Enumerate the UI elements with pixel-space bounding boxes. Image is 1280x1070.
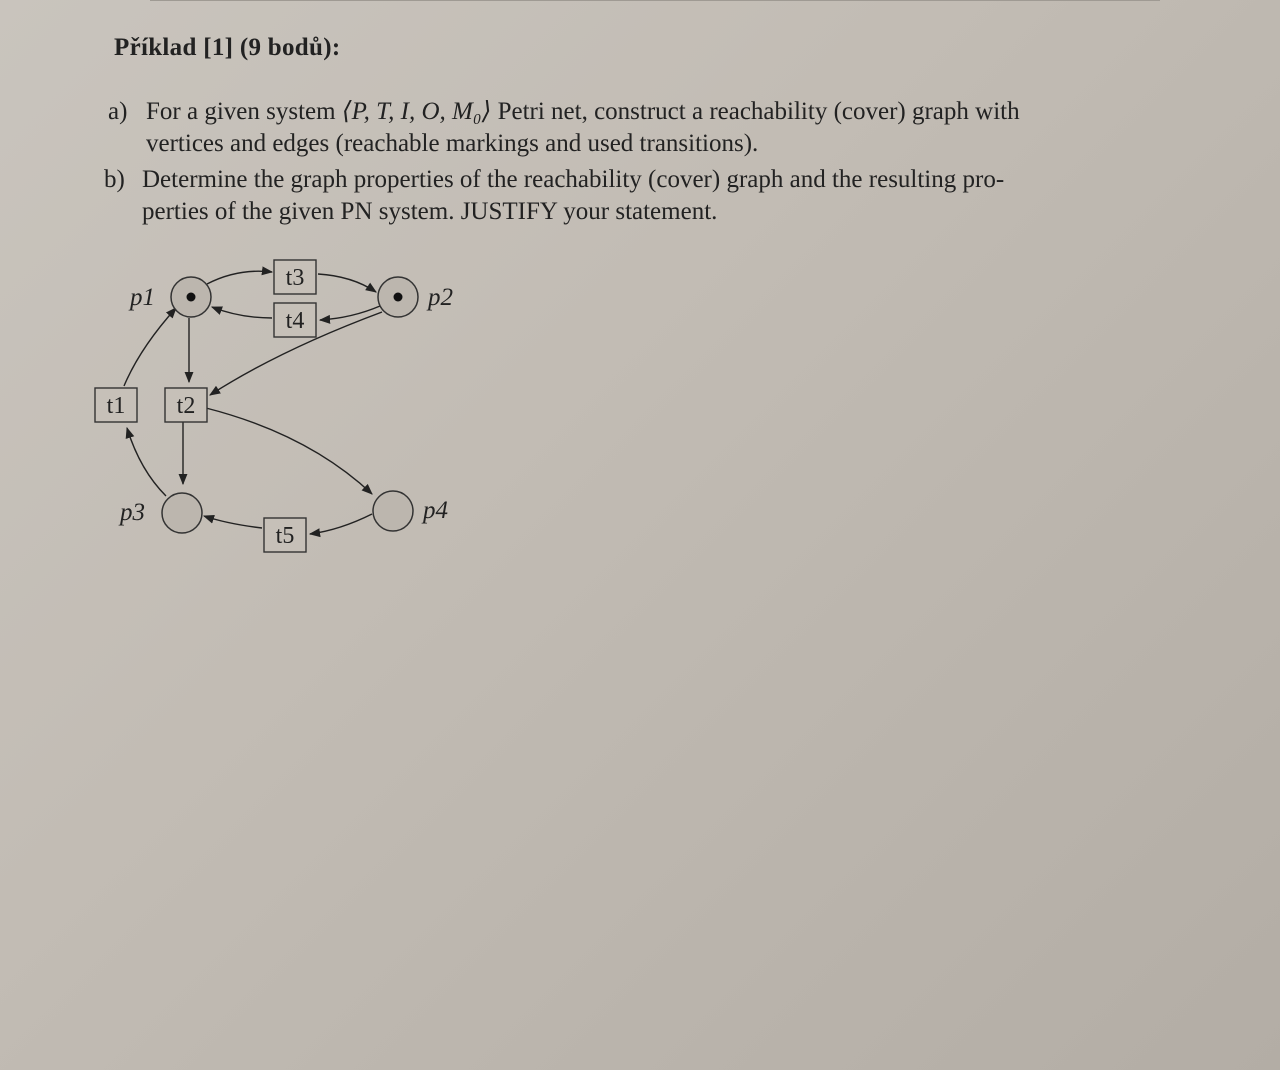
transition-t4: [274, 303, 316, 337]
arcs: [124, 271, 382, 534]
task-b-label: b): [104, 166, 125, 193]
transition-t5: [264, 518, 306, 552]
place-label-p2: p2: [428, 284, 453, 311]
task-a-line1-post: Petri net, construct a reachability (cover) graph with: [491, 98, 1020, 125]
place-p2: [378, 277, 453, 317]
transition-t1: [95, 388, 137, 422]
arc-p3-t1: [127, 428, 166, 496]
exercise-title: Příklad [1] (9 bodů):: [114, 34, 341, 61]
transition-t3: [274, 260, 316, 294]
place-label-p1: p1: [130, 284, 155, 311]
place-label-p3: p3: [120, 499, 145, 526]
arc-t3-p2: [318, 274, 376, 292]
arc-t2-p4: [206, 408, 372, 494]
task-a-line1-pre: For a given system: [146, 98, 342, 125]
transition-label-t4: t4: [285, 308, 305, 334]
arc-t5-p3: [204, 516, 262, 528]
place-p1: [128, 277, 211, 317]
transition-label-t1: t1: [106, 393, 126, 419]
task-b-line2: perties of the given PN system. JUSTIFY your statement.: [142, 198, 718, 225]
transition-label-t3: t3: [285, 265, 305, 291]
transition-label-t2: t2: [176, 393, 196, 419]
transition-label-t5: t5: [275, 523, 295, 549]
arc-p1-t3: [207, 271, 272, 284]
token-p2: [394, 293, 403, 302]
place-p3: [118, 493, 202, 533]
arc-p2-t4: [320, 306, 380, 320]
task-a-line2: vertices and edges (reachable markings and used transitions).: [146, 130, 759, 157]
place-p4: [373, 491, 448, 531]
token-p1: [187, 293, 196, 302]
arc-t4-p1: [212, 307, 272, 318]
task-a-math: ⟨P, T, I, O, M₀⟩: [341, 98, 492, 125]
transition-t2: [165, 388, 207, 422]
place-label-p4: p4: [423, 497, 448, 524]
task-b-line1: Determine the graph properties of the reachability (cover) graph and the resulting pro-: [142, 166, 1005, 193]
arc-t1-p1: [124, 308, 176, 386]
task-a-label: a): [108, 98, 128, 125]
arc-p4-t5: [310, 514, 372, 534]
